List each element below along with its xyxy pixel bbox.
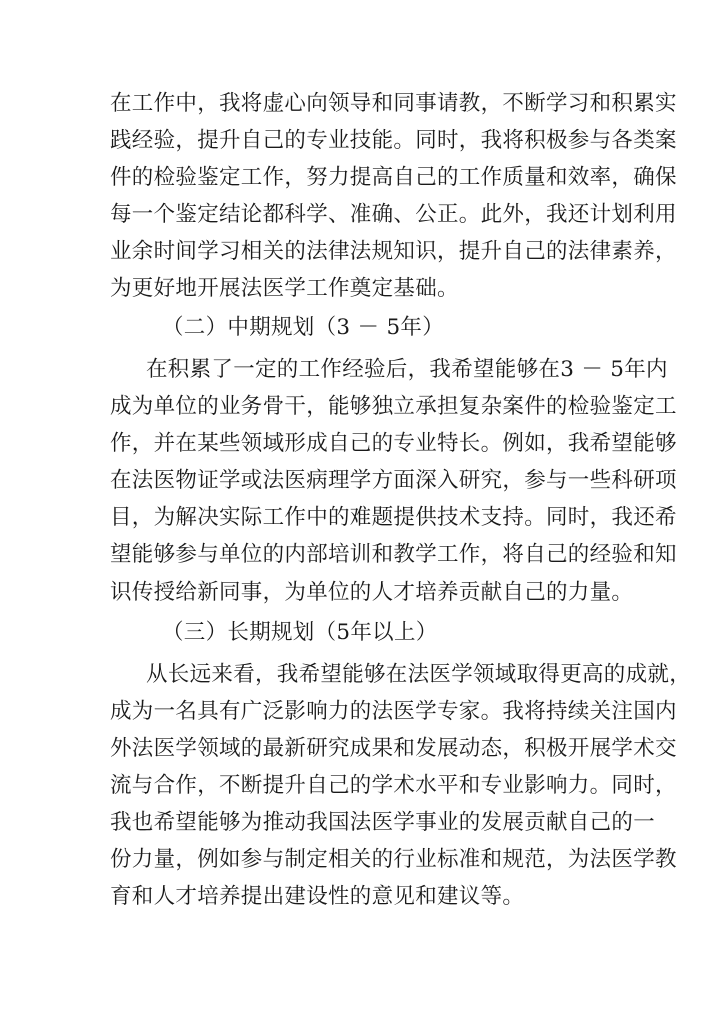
paragraph-line: 在法医物证学或法医病理学方面深入研究，参与一些科研项 (110, 468, 677, 493)
paragraph-line: 从长远来看，我希望能够在法医学领域取得更高的成就， (146, 662, 692, 687)
paragraph-line: 业余时间学习相关的法律法规知识，提升自己的法律素养， (110, 239, 677, 264)
paragraph-line: 每一个鉴定结论都科学、准确、公正。此外，我还计划利用 (110, 202, 677, 227)
paragraph-line: 成为单位的业务骨干，能够独立承担复杂案件的检验鉴定工 (110, 394, 677, 419)
paragraph-line: 践经验，提升自己的专业技能。同时，我将积极参与各类案 (110, 128, 677, 153)
paragraph-line: 育和人才培养提出建设性的意见和建议等。 (110, 884, 525, 909)
paragraph-line: 识传授给新同事，为单位的人才培养贡献自己的力量。 (110, 580, 634, 605)
paragraph-line: 流与合作，不断提升自己的学术水平和专业影响力。同时， (110, 773, 677, 798)
paragraph-line: 我也希望能够为推动我国法医学事业的发展贡献自己的一 (110, 810, 656, 835)
paragraph-line: 作，并在某些领域形成自己的专业特长。例如，我希望能够 (110, 431, 677, 456)
paragraph-line: 为更好地开展法医学工作奠定基础。 (110, 276, 459, 301)
paragraph-line: 目，为解决实际工作中的难题提供技术支持。同时，我还希 (110, 505, 677, 530)
paragraph-line: 在工作中，我将虚心向领导和同事请教，不断学习和积累实 (110, 91, 677, 116)
paragraph-line: 在积累了一定的工作经验后，我希望能够在3 － 5年内 (146, 357, 668, 382)
section-heading-long-term: （三）长期规划（5年以上） (162, 620, 438, 645)
paragraph-line: 份力量，例如参与制定相关的行业标准和规范，为法医学教 (110, 847, 677, 872)
paragraph-line: 外法医学领域的最新研究成果和发展动态，积极开展学术交 (110, 736, 677, 761)
section-heading-medium-term: （二）中期规划（3 － 5年） (162, 315, 445, 340)
paragraph-line: 望能够参与单位的内部培训和教学工作，将自己的经验和知 (110, 542, 677, 567)
paragraph-line: 件的检验鉴定工作，努力提高自己的工作质量和效率，确保 (110, 165, 677, 190)
paragraph-line: 成为一名具有广泛影响力的法医学专家。我将持续关注国内 (110, 699, 677, 724)
